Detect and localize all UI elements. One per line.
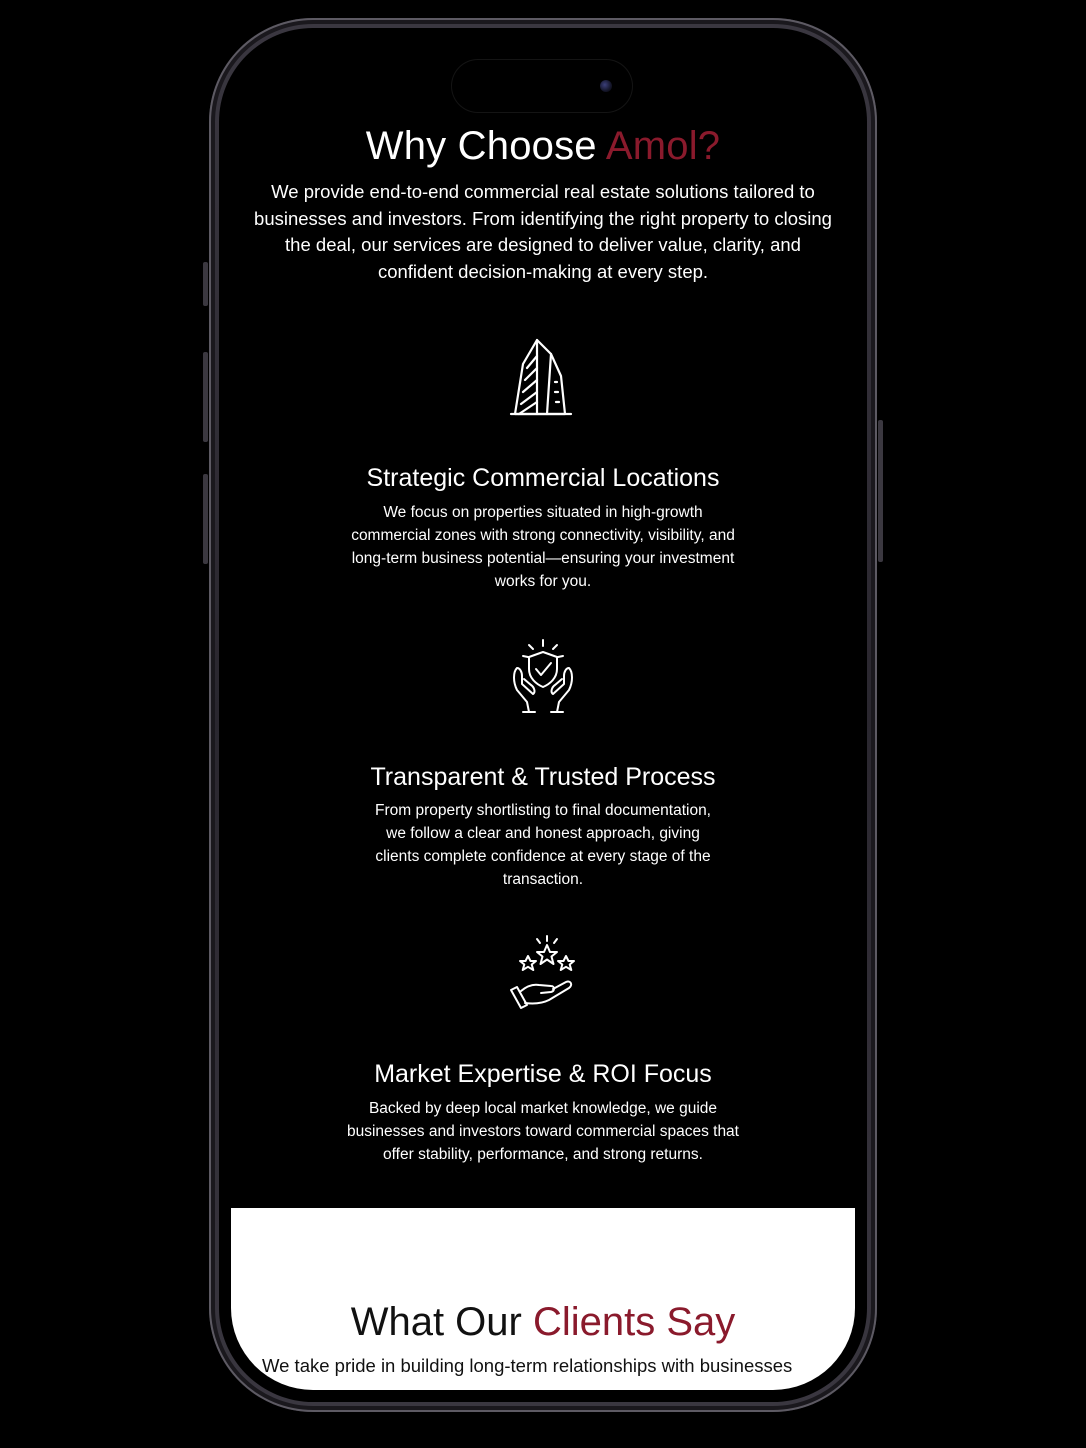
feature-title: Strategic Commercial Locations	[366, 464, 720, 492]
why-choose-title	[231, 120, 855, 172]
clients-intro: We take pride in building long-term relationships with businesses	[262, 1355, 793, 1376]
phone-screen	[231, 40, 855, 1390]
front-camera-icon	[600, 80, 612, 92]
power-button	[878, 420, 883, 562]
shield-hands-icon	[503, 638, 583, 718]
feature-description: We focus on properties situated in high-growth commercial zones with strong connectivity, visibility, and long-term business potential—ensuring your investment works for you.	[351, 504, 735, 590]
clients-title	[231, 1296, 855, 1348]
volume-down-button	[203, 474, 208, 564]
action-button	[203, 262, 208, 306]
feature-description: Backed by deep local market knowledge, we guide businesses and investors toward commercial spaces that offer stability, performance, and strong returns.	[347, 1100, 739, 1163]
building-icon	[503, 336, 583, 416]
why-choose-intro: We provide end-to-end commercial real estate solutions tailored to businesses and investors. From identifying the right property to closing the deal, our services are designed to deliver value, clarity, and confident decision-making at every step.	[254, 181, 832, 282]
feature-title: Market Expertise & ROI Focus	[374, 1060, 712, 1088]
feature-title: Transparent & Trusted Process	[370, 763, 716, 791]
stars-hand-icon	[503, 934, 583, 1014]
why-title-accent: Amol?	[605, 124, 721, 168]
feature-description: From property shortlisting to final documentation, we follow a clear and honest approach, giving clients complete confidence at every stage of the transaction.	[375, 802, 711, 888]
dynamic-island	[452, 60, 632, 112]
clients-title-prefix: What Our	[350, 1300, 533, 1344]
volume-up-button	[203, 352, 208, 442]
why-title-prefix: Why Choose	[365, 124, 606, 168]
why-choose-section	[231, 40, 855, 1208]
clients-title-accent: Clients Say	[532, 1300, 736, 1344]
